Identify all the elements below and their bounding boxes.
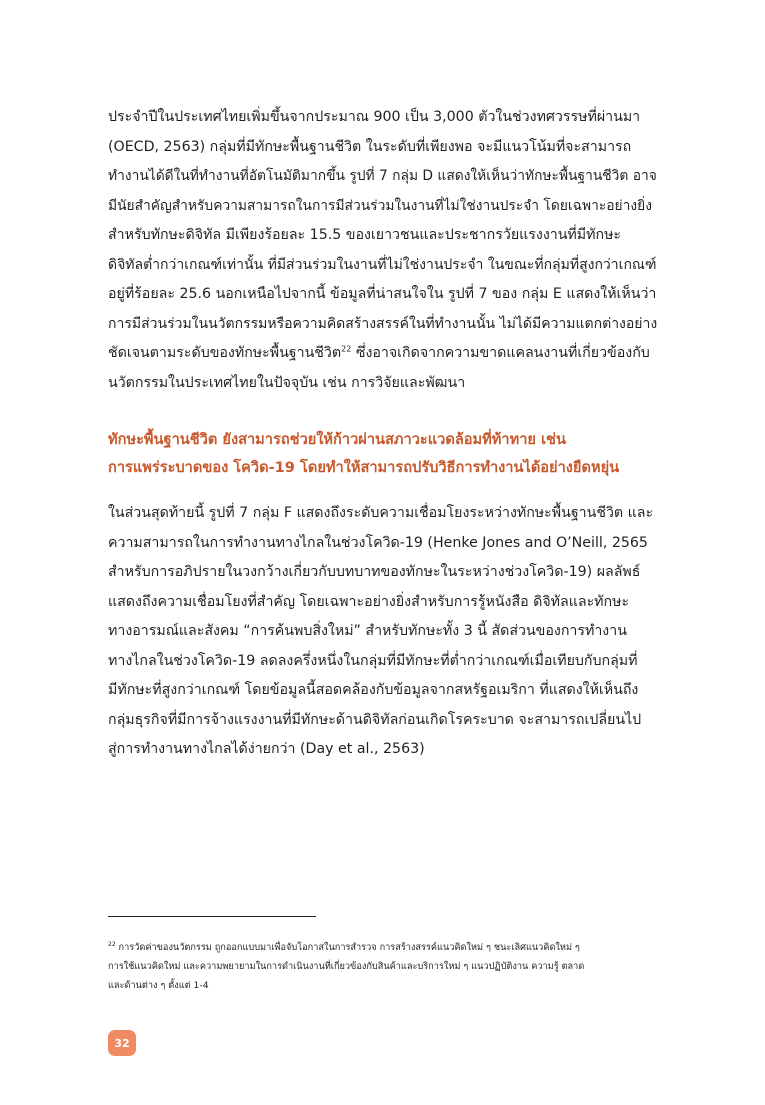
paragraph-line: ทำงานได้ดีในที่ทำงานที่อัตโนมัติมากขึ้น รูปที่ 7 กลุ่ม D แสดงให้เห็นว่าทักษะพื้นฐานชีวิต อาจ — [108, 168, 657, 184]
footnote-marker: 22 — [108, 940, 116, 948]
paragraph-line: นวัตกรรมในประเทศไทยในปัจจุบัน เช่น การวิจัยและพัฒนา — [108, 374, 466, 391]
footnote-divider — [108, 916, 316, 917]
paragraph-line: อยู่ที่ร้อยละ 25.6 นอกเหนือไปจากนี้ ข้อมูลที่น่าสนใจใน รูปที่ 7 ของ กลุ่ม E แสดงให้เห็นว่า — [108, 286, 657, 302]
section-heading — [108, 426, 659, 482]
paragraph-line: ทางอารมณ์และสังคม “การค้นพบสิ่งใหม่” สำหรับทักษะทั้ง 3 นี้ สัดส่วนของการทำงาน — [108, 623, 627, 639]
footnote-text: การวัดค่าของนวัตกรรม ถูกออกแบบมาเพื่อจับโอกาสในการสำรวจ การสร้างสรรค์แนวคิดใหม่ ๆ ชนะเลิศแนวคิดใหม่ ๆ — [115, 942, 580, 953]
paragraph-line: ทางไกลในช่วงโควิด-19 ลดลงครึ่งหนึ่งในกลุ่มที่มีทักษะที่ต่ำกว่าเกณฑ์เมื่อเทียบกับกลุ่มที่ — [108, 652, 638, 669]
page-number: 32 — [114, 1036, 130, 1050]
paragraph-line: สำหรับทักษะดิจิทัล มีเพียงร้อยละ 15.5 ของเยาวชนและประชากรวัยแรงงานที่มีทักษะ — [108, 227, 622, 243]
paragraph-line: มีนัยสำคัญสำหรับความสามารถในการมีส่วนร่วมในงานที่ไม่ใช่งานประจำ โดยเฉพาะอย่างยิ่ง — [108, 197, 652, 214]
paragraph-line: กลุ่มธุรกิจที่มีการจ้างแรงงานที่มีทักษะด้านดิจิทัลก่อนเกิดโรคระบาด จะสามารถเปลี่ยนไป — [108, 711, 642, 728]
paragraph-line: (OECD, 2563) กลุ่มที่มีทักษะพื้นฐานชีวิต ในระดับที่เพียงพอ จะมีแนวโน้มที่จะสามารถ — [108, 138, 632, 155]
page-number-badge — [108, 1030, 136, 1056]
paragraph-line: แสดงถึงความเชื่อมโยงที่สำคัญ โดยเฉพาะอย่างยิ่งสำหรับการรู้หนังสือ ดิจิทัลและทักษะ — [108, 593, 630, 610]
footnote — [108, 938, 659, 995]
heading-line: การแพร่ระบาดของ โควิด-19 โดยทำให้สามารถปรับวิธีการทำงานได้อย่างยืดหยุ่น — [108, 459, 620, 476]
paragraph-line — [108, 339, 659, 369]
heading-line: ทักษะพื้นฐานชีวิต ยังสามารถช่วยให้ก้าวผ่านสภาวะแวดล้อมที่ท้าทาย เช่น — [108, 431, 566, 448]
paragraph-line: ความสามารถในการทำงานทางไกลในช่วงโควิด-19 (Henke Jones and O’Neill, 2565 — [108, 534, 648, 551]
paragraph-line: มีทักษะที่สูงกว่าเกณฑ์ โดยข้อมูลนี้สอดคล้องกับข้อมูลจากสหรัฐอเมริกา ที่แสดงให้เห็นถึง — [108, 682, 639, 698]
footnote-line: และด้านต่าง ๆ ตั้งแต่ 1-4 — [108, 980, 209, 991]
paragraph-line: สู่การทำงานทางไกลได้ง่ายกว่า (Day et al., 2563) — [108, 741, 425, 757]
paragraph-line: ในส่วนสุดท้ายนี้ รูปที่ 7 กลุ่ม F แสดงถึงระดับความเชื่อมโยงระหว่างทักษะพื้นฐานชีวิต และ — [108, 505, 654, 521]
footnote-reference[interactable]: 22 — [341, 344, 352, 354]
paragraph-line: ประจำปีในประเทศไทยเพิ่มขึ้นจากประมาณ 900 เป็น 3,000 ตัวในช่วงทศวรรษที่ผ่านมา — [108, 109, 641, 125]
body-paragraph-2 — [108, 499, 659, 765]
footnote-line: การใช้แนวคิดใหม่ และความพยายามในการดำเนินงานที่เกี่ยวข้องกับสินค้าและบริการใหม่ ๆ แนวปฏิบัติงาน ความรู้ ตลาด — [108, 961, 585, 972]
footnote-line — [108, 938, 659, 957]
paragraph-line: ดิจิทัลต่ำกว่าเกณฑ์เท่านั้น ที่มีส่วนร่วมในงานที่ไม่ใช่งานประจำ ในขณะที่กลุ่มที่สูงกว่าเกณฑ์ — [108, 256, 657, 273]
paragraph-line: สำหรับการอภิปรายในวงกว้างเกี่ยวกับบทบาทของทักษะในระหว่างช่วงโควิด-19) ผลลัพธ์ — [108, 564, 641, 580]
paragraph-line: การมีส่วนร่วมในนวัตกรรมหรือความคิดสร้างสรรค์ในที่ทำงานนั้น ไม่ได้มีความแตกต่างอย่าง — [108, 315, 658, 332]
paragraph-line-text: ชัดเจนตามระดับของทักษะพื้นฐานชีวิต — [108, 345, 342, 361]
body-paragraph-1 — [108, 103, 659, 398]
paragraph-line-text: ซึ่งอาจเกิดจากความขาดแคลนงานที่เกี่ยวข้องกับ — [351, 345, 650, 361]
